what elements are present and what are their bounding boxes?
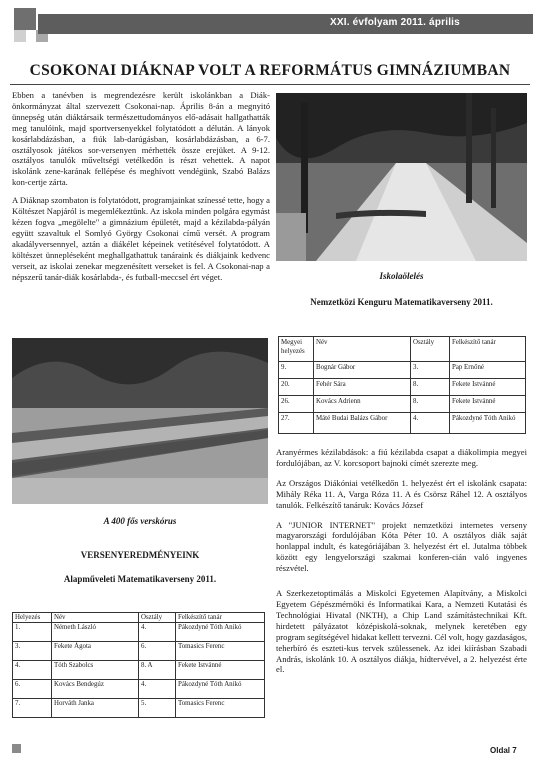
alap-table <box>12 612 265 718</box>
kenguru-table <box>278 336 526 434</box>
table-cell: 1. <box>13 623 52 642</box>
table-cell: Bognár Gábor <box>314 362 411 379</box>
table-cell: Tóth Szabolcs <box>52 661 139 680</box>
table-cell: Fehér Sára <box>314 379 411 396</box>
table-cell: Fekete Ágota <box>52 642 139 661</box>
results-paragraph: A Szerkezetoptimálás a Miskolci Egyetemen Alapítvány, a Miskolci Egyetem Gépészmérnöki és Informatikai Kara, a Nemzeti Kutatási és Technológiai Hivatal (NKTH), a Chip Land számítástechnikai Kft. hirdetett pályázatot középiskolá-soknak, melynek keretében egy program segítségével hidakat kellett tervezni. Cél volt, hogy gazdaságos, teherbíró és eszteti-kus tervek szülessenek. Az idei kiírásban Szabadi András, iskolánk 10. A osztályos diákja, hídtervével, a 2. helyezést érte el. <box>276 588 527 675</box>
alap-title: Alapműveleti Matematikaverseny 2011. <box>63 574 217 584</box>
table-cell: Máté Budai Balázs Gábor <box>314 413 411 434</box>
article-body <box>12 90 270 289</box>
photo-iskolaoleles <box>276 93 527 261</box>
table-row <box>279 396 526 413</box>
table-cell: 26. <box>279 396 314 413</box>
table-cell: Kovács Adrienn <box>314 396 411 413</box>
table-cell: Horváth Janka <box>52 699 139 718</box>
page-number: Oldal 7 <box>490 746 517 755</box>
table-cell: 9. <box>279 362 314 379</box>
table-cell: 4. <box>411 413 450 434</box>
table-cell: 6. <box>13 680 52 699</box>
table-cell: Németh László <box>52 623 139 642</box>
table-cell: Tomasics Ferenc <box>176 642 265 661</box>
footer-square <box>12 744 21 753</box>
table-cell: Kovács Bendegúz <box>52 680 139 699</box>
table-cell: Fekete Istvánné <box>450 396 526 413</box>
table-row <box>13 623 265 642</box>
table-cell: 4. <box>139 623 176 642</box>
table-header: Osztály <box>139 613 176 623</box>
table-header: Megyei helyezés <box>279 337 314 362</box>
title-divider <box>10 84 530 85</box>
table-cell: 27. <box>279 413 314 434</box>
table-cell: 7. <box>13 699 52 718</box>
table-cell: 20. <box>279 379 314 396</box>
table-row <box>13 661 265 680</box>
table-row <box>13 680 265 699</box>
table-header: Felkészítő tanár <box>176 613 265 623</box>
results-paragraph: Az Országos Diákóniai vetélkedőn 1. helyezést ért el iskolánk csapata: Mihály Réka 11. A, Varga Róza 11. A és Csörsz Ráhel 12. A osztályos tanulók. Felkészítő tanáruk: Kovács József <box>276 477 527 510</box>
table-row <box>13 642 265 661</box>
table-row <box>13 699 265 718</box>
photo-verskorus <box>12 338 268 504</box>
kenguru-title: Nemzetközi Kenguru Matematikaverseny 2011. <box>310 297 493 307</box>
photo-verskorus-caption: A 400 fős verskórus <box>103 516 177 526</box>
table-cell: 3. <box>13 642 52 661</box>
photo-verskorus-image <box>12 338 268 504</box>
table-header: Név <box>314 337 411 362</box>
table-header: Osztály <box>411 337 450 362</box>
results-heading: VERSENYEREDMÉNYEINK <box>80 550 200 560</box>
table-cell: 4. <box>13 661 52 680</box>
table-cell: 8. A <box>139 661 176 680</box>
table-cell: Pákozdyné Tóth Anikó <box>450 413 526 434</box>
results-paragraph: Aranyérmes kézilabdások: a fiú kézilabda csapat a diákolimpia megyei fordulójában, az V. korcsoport bajnoki címét szerezte meg. <box>276 447 527 468</box>
table-row <box>279 362 526 379</box>
table-header: Helyezés <box>13 613 52 623</box>
table-row <box>279 379 526 396</box>
table-cell: 4. <box>139 680 176 699</box>
photo-iskolaoleles-image <box>276 93 527 261</box>
table-header: Név <box>52 613 139 623</box>
table-cell: 8. <box>411 379 450 396</box>
table-cell: 5. <box>139 699 176 718</box>
table-header: Felkészítő tanár <box>450 337 526 362</box>
article-title: CSOKONAI DIÁKNAP VOLT A REFORMÁTUS GIMNÁZIUMBAN <box>29 62 511 79</box>
table-cell: Tomasics Ferenc <box>176 699 265 718</box>
article-paragraph: A Diáknap szombaton is folytatódott, programjainkat színessé tette, hogy a Költészet Napjáról is megemlékeztünk. Az iskola minden polgára egymást kézen fogva „megölelte" a gimnázium épületét, majd a kézilabda-pályán együtt szavaltuk el Somlyó György Csokonai című versét. A program akadályversennyel, aztán a diákélet képeinek vetítésével folytatódott. A költészet ünnepléseként meghallgathattuk tanáraink és diákjaink kedvenc verseit, az iskolai zenekar megzenésített verseket is fel. A Csokonai-nap a népszerű tanár-diák kosárlabda-, és futball-meccsel ért véget. <box>12 195 270 282</box>
decor-square <box>14 8 36 30</box>
article-paragraph: Ebben a tanévben is megrendezésre került iskolánkban a Diák-önkormányzat által szervezett Csokonai-nap. Április 8-án a megnyitó ünnepség után diáktársaik természettudományos elő-adásait hallgathatták meg tanulóink, majd sportversenyekkel folytatódott a délután. A lányok kosárlabdázásban, a fiúk lab-darúgásban, kosárlabdázásban, a 6-7. osztályosok játékos sor-versenyen mérhették össze erejüket. A 9-12. osztályos tanulók műveltségi vetélkedőn is részt vehettek. A napot iskolánk zene-karának fellépése és meghívott vendégünk, Szabó Balázs kon-certje zárta. <box>12 90 270 188</box>
table-header-row <box>13 613 265 623</box>
table-row <box>279 413 526 434</box>
table-cell: 8. <box>411 396 450 413</box>
table-cell: 3. <box>411 362 450 379</box>
table-cell: Fekete Istvánné <box>450 379 526 396</box>
table-cell: Pákozdyné Tóth Anikó <box>176 680 265 699</box>
table-cell: Pap Ernőné <box>450 362 526 379</box>
issue-label: XXI. évfolyam 2011. április <box>330 17 460 28</box>
results-paragraph: A "JUNIOR INTERNET" projekt nemzetközi internetes verseny magyarországi fordulójában Kóta Péter 10. A osztályos diák saját honlappal indult, és kategóriájában 3. helyezést ért el. Jutalma többek között egy lengyelországi szakmai konferen-cián való ingyenes részvétel. <box>276 519 527 574</box>
table-cell: Fekete Istvánné <box>176 661 265 680</box>
table-header-row <box>279 337 526 362</box>
decor-square <box>14 30 26 42</box>
table-cell: Pákozdyné Tóth Anikó <box>176 623 265 642</box>
results-body <box>276 447 527 682</box>
table-cell: 6. <box>139 642 176 661</box>
photo-iskolaoleles-caption: Iskolaölelés <box>379 271 424 281</box>
